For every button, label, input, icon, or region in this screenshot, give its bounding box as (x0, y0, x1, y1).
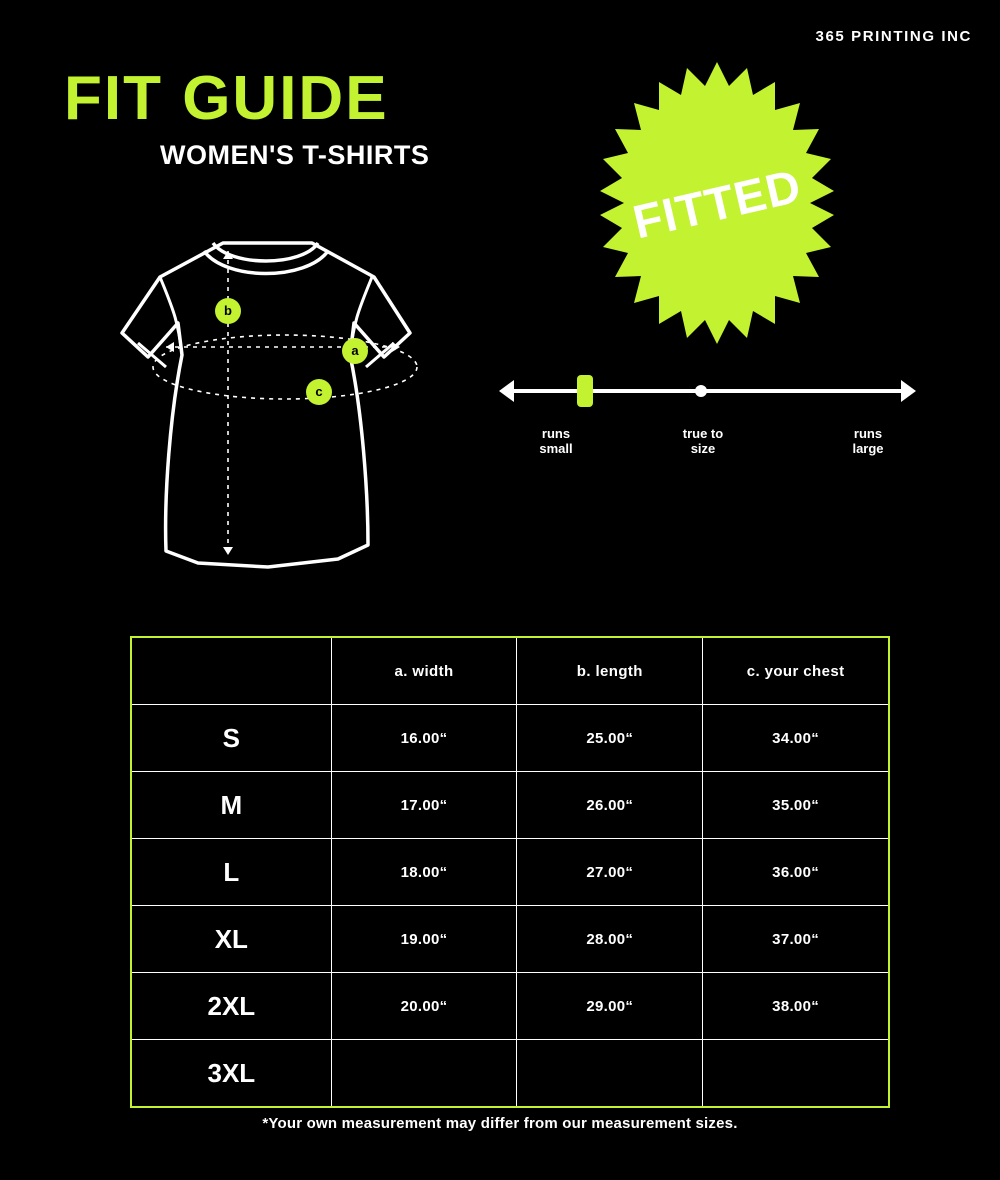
table-row (131, 906, 889, 973)
scale-label-true-line1: true to (682, 426, 724, 441)
scale-label-true-line2: size (690, 440, 716, 456)
table-cell-length: 27.00“ (517, 839, 703, 906)
table-cell-size: S (131, 705, 331, 772)
table-cell-chest: 36.00“ (703, 839, 889, 906)
scale-label-runs-small (513, 427, 599, 457)
scale-label-true-to-size (657, 427, 749, 457)
page-title: FIT GUIDE (64, 64, 389, 133)
scale-label-runs-large-line2: large (852, 440, 884, 456)
fitted-badge-label: FITTED (627, 158, 807, 248)
brand-logo-text: 365 PRINTING INC (815, 28, 972, 45)
table-header-cell-width: a. width (331, 637, 517, 705)
table-header-cell-length: b. length (517, 637, 703, 705)
scale-arrow-left-icon (499, 380, 514, 402)
table-cell-length: 25.00“ (517, 705, 703, 772)
tshirt-outline-icon (110, 215, 480, 590)
scale-label-runs-large (827, 427, 909, 457)
fitted-badge (572, 58, 862, 348)
table-cell-width: 17.00“ (331, 772, 517, 839)
marker-a: a (342, 338, 368, 364)
table-header-cell-empty (131, 637, 331, 705)
scale-marker (577, 375, 593, 407)
table-row (131, 973, 889, 1040)
table-cell-size: 3XL (131, 1040, 331, 1108)
table-cell-length: 26.00“ (517, 772, 703, 839)
table-cell-size: L (131, 839, 331, 906)
table-cell-chest: 34.00“ (703, 705, 889, 772)
table-row (131, 772, 889, 839)
marker-c: c (306, 379, 332, 405)
table-header-cell-chest: c. your chest (703, 637, 889, 705)
table-cell-size: 2XL (131, 973, 331, 1040)
page-subtitle: WOMEN'S T-SHIRTS (160, 140, 430, 170)
table-cell-chest: 37.00“ (703, 906, 889, 973)
table-cell-width: 16.00“ (331, 705, 517, 772)
table-cell-width: 18.00“ (331, 839, 517, 906)
table-cell-length (517, 1040, 703, 1108)
table-cell-length: 29.00“ (517, 973, 703, 1040)
tshirt-diagram (110, 215, 480, 590)
scale-midpoint-dot-icon (695, 385, 707, 397)
table-row (131, 705, 889, 772)
scale-label-runs-small-line1: runs (541, 426, 571, 441)
fit-scale (505, 365, 910, 475)
scale-track (513, 389, 903, 393)
table-cell-width: 19.00“ (331, 906, 517, 973)
table-cell-chest (703, 1040, 889, 1108)
size-chart-table (130, 636, 890, 1108)
table-cell-size: M (131, 772, 331, 839)
scale-label-runs-large-line1: runs (853, 426, 883, 441)
table-row (131, 1040, 889, 1108)
table-cell-chest: 38.00“ (703, 973, 889, 1040)
table-cell-width (331, 1040, 517, 1108)
footnote: *Your own measurement may differ from our measurement sizes. (262, 1115, 738, 1132)
scale-arrow-right-icon (901, 380, 916, 402)
table-row (131, 839, 889, 906)
marker-b: b (215, 298, 241, 324)
table-cell-chest: 35.00“ (703, 772, 889, 839)
table-header-row (131, 637, 889, 705)
scale-label-runs-small-line2: small (539, 440, 573, 456)
table-cell-width: 20.00“ (331, 973, 517, 1040)
table-cell-length: 28.00“ (517, 906, 703, 973)
table-cell-size: XL (131, 906, 331, 973)
